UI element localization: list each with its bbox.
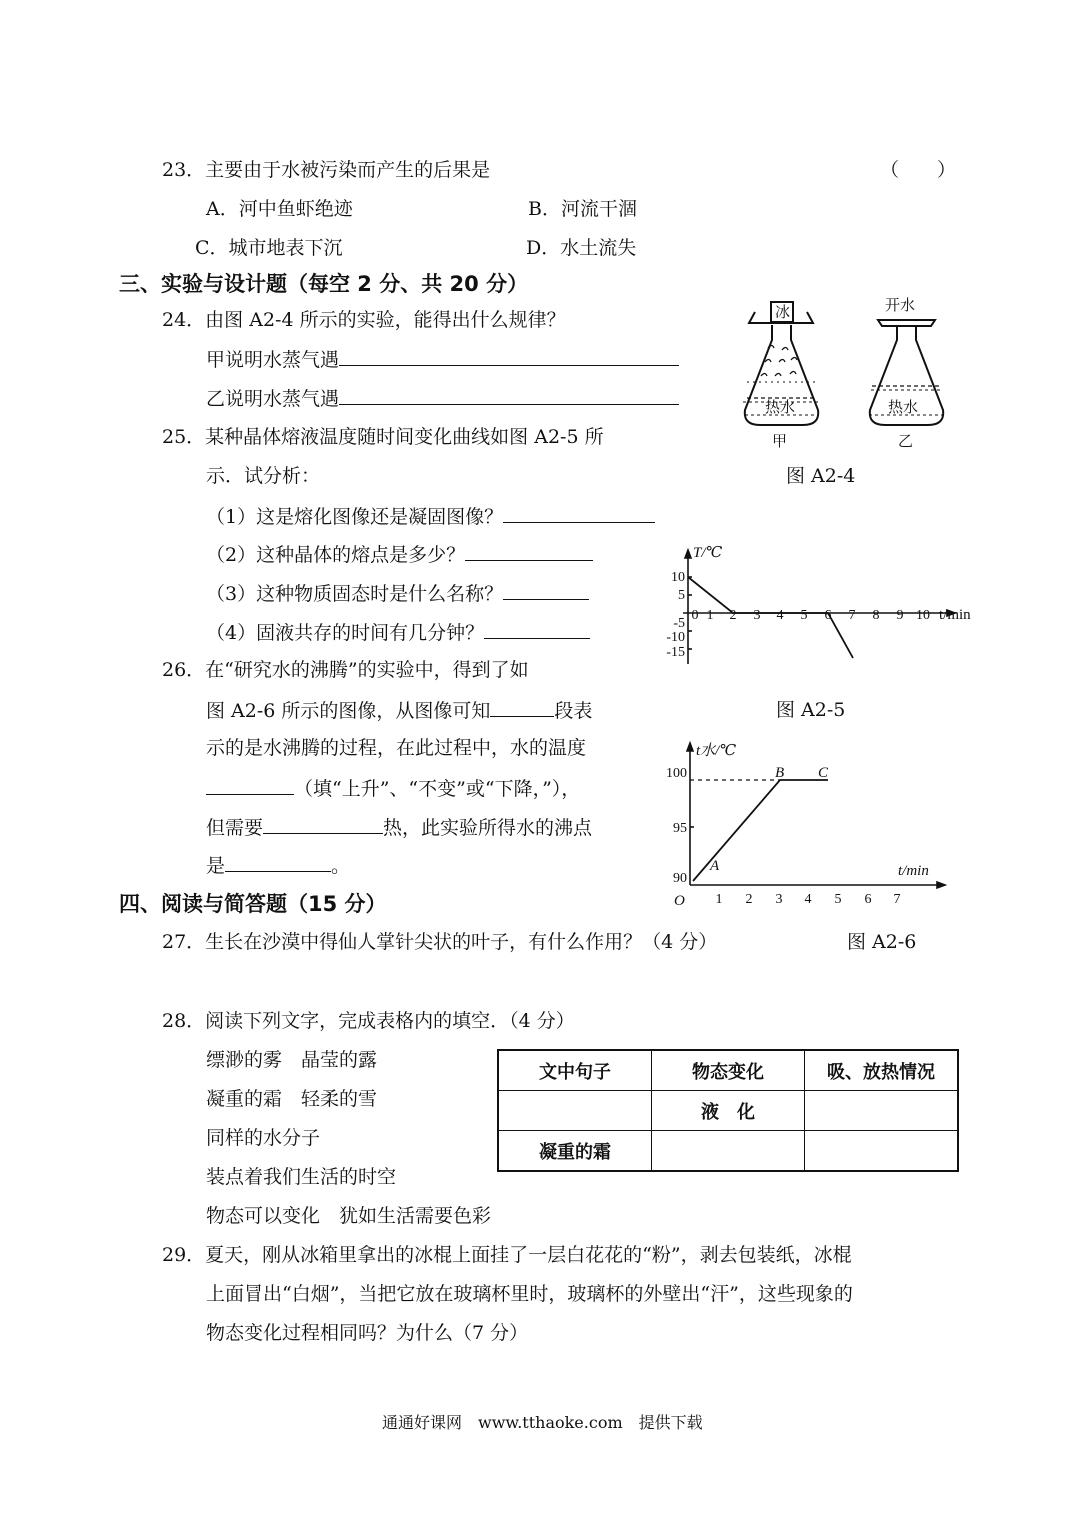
q26-line-4-text: （填“上升”、“不变”或“下降，”），: [294, 778, 581, 800]
table-header-state-change: 物态变化: [652, 1050, 805, 1091]
boiling-water-label: 开水: [885, 298, 916, 314]
q26-blank-segment[interactable]: [490, 697, 554, 717]
table-row: [498, 1131, 958, 1172]
table-cell-sentence-2: 凝重的霜: [498, 1131, 652, 1172]
a25-ytick-10: 10: [671, 570, 685, 585]
q26-blank-boiling-point[interactable]: [225, 852, 331, 872]
table-header-row: [498, 1050, 958, 1091]
q25-blank-1[interactable]: [503, 503, 655, 523]
q25-sub-4-text: （4）固液共存的时间有几分钟？: [206, 622, 485, 644]
flask-yi-label: 乙: [898, 434, 914, 450]
q24-line-jia-text: 甲说明水蒸气遇: [206, 349, 340, 371]
q24-line-yi-text: 乙说明水蒸气遇: [206, 388, 340, 410]
q26-line-2a: 图 A2-6 所示的图像，从图像可知: [206, 700, 491, 722]
a25-xtick-1: 1: [706, 608, 714, 623]
q25-stem-1: 25．某种晶体熔液温度随时间变化曲线如图 A2-5 所: [162, 426, 604, 448]
table-cell-state-1: 液 化: [652, 1091, 805, 1131]
q26-line-4: [206, 775, 580, 801]
q28-poem-line-5: 物态可以变化 犹如生活需要色彩: [206, 1205, 492, 1227]
a25-ylabel: T/℃: [693, 545, 723, 561]
a26-point-b: B: [775, 765, 785, 781]
a25-ytick-m5: -5: [673, 616, 685, 631]
q26-blank-heat[interactable]: [263, 814, 383, 834]
q26-line-6a: 是: [206, 855, 226, 877]
figure-a2-5-caption: 图 A2-5: [776, 699, 846, 721]
figure-a2-5: [655, 540, 985, 670]
a26-ytick-95: 95: [673, 821, 687, 836]
table-cell-heat-1[interactable]: [805, 1091, 959, 1131]
table-cell-state-2[interactable]: [652, 1131, 805, 1172]
q28-stem: 28．阅读下列文字，完成表格内的填空．（4 分）: [162, 1010, 575, 1032]
q28-table: [497, 1049, 959, 1172]
a26-origin: O: [674, 893, 685, 909]
q26-line-1: 26．在“研究水的沸腾”的实验中，得到了如: [162, 659, 529, 681]
q29-line-3: 物态变化过程相同吗？为什么（7 分）: [206, 1322, 529, 1344]
a26-xtick-5: 5: [834, 892, 842, 907]
section3-heading: 三、实验与设计题（每空 2 分、共 20 分）: [119, 272, 529, 296]
q23-answer-paren: （ ）: [880, 159, 957, 181]
q26-blank-temperature[interactable]: [206, 775, 294, 795]
a26-xtick-6: 6: [864, 892, 872, 907]
page-footer: 通通好课网 www.tthaoke.com 提供下载: [382, 1413, 703, 1432]
a26-xtick-1: 1: [715, 892, 723, 907]
a25-xtick-9: 9: [896, 608, 904, 623]
q23-option-c: C．城市地表下沉: [195, 237, 343, 259]
a25-ytick-5: 5: [678, 588, 685, 603]
q25-sub-3-text: （3）这种物质固态时是什么名称？: [206, 583, 504, 605]
q29-line-1: 29．夏天，刚从冰箱里拿出的冰棍上面挂了一层白花花的“粉”，剥去包装纸，冰棍: [162, 1244, 852, 1266]
q24-blank-yi[interactable]: [339, 385, 679, 405]
a26-xtick-2: 2: [745, 892, 753, 907]
a25-xlabel: t/min: [939, 607, 971, 623]
figure-a2-6: [660, 735, 960, 915]
figure-a2-4-caption: 图 A2-4: [786, 465, 856, 487]
a25-xtick-6: 6: [824, 608, 832, 623]
a26-ytick-90: 90: [673, 871, 687, 886]
table-row: [498, 1091, 958, 1131]
q26-line-2b: 段表: [554, 700, 593, 722]
a25-ytick-m15: -15: [666, 645, 685, 660]
a26-xtick-3: 3: [775, 892, 783, 907]
q29-line-2: 上面冒出“白烟”，当把它放在玻璃杯里时，玻璃杯的外壁出“汗”，这些现象的: [206, 1283, 853, 1305]
q27-stem: 27．生长在沙漠中得仙人掌针尖状的叶子，有什么作用？（4 分）: [162, 931, 718, 953]
q23-option-b: B．河流干涸: [528, 198, 637, 220]
q26-line-6: [206, 852, 350, 878]
q23-option-d: D．水土流失: [526, 237, 637, 259]
q25-sub-1-text: （1）这是熔化图像还是凝固图像？: [206, 506, 504, 528]
a25-xtick-4: 4: [776, 608, 784, 623]
section4-heading: 四、阅读与简答题（15 分）: [119, 892, 387, 916]
q23-option-a: A．河中鱼虾绝迹: [206, 198, 353, 220]
a26-ylabel: t水/℃: [696, 743, 737, 759]
q24-line-yi: [206, 385, 679, 411]
table-header-heat: 吸、放热情况: [805, 1050, 959, 1091]
q28-poem-line-2: 凝重的霜 轻柔的雪: [206, 1088, 378, 1110]
q25-sub-4: [206, 619, 590, 645]
q26-line-5: [206, 814, 592, 840]
figure-a2-6-caption: 图 A2-6: [847, 931, 917, 953]
hot-water-label-jia: 热水: [765, 400, 796, 416]
q28-poem-line-1: 缥渺的雾 晶莹的露: [206, 1049, 378, 1071]
q25-blank-3[interactable]: [503, 580, 589, 600]
a26-xtick-7: 7: [893, 892, 901, 907]
q25-blank-2[interactable]: [465, 541, 593, 561]
q26-line-2: [206, 697, 592, 723]
q24-line-jia: [206, 346, 679, 372]
q28-poem-line-4: 装点着我们生活的时空: [206, 1166, 397, 1188]
q25-sub-2-text: （2）这种晶体的熔点是多少？: [206, 544, 466, 566]
a25-xtick-0: 0: [691, 608, 699, 623]
table-header-sentence: 文中句子: [498, 1050, 652, 1091]
a25-xtick-8: 8: [872, 608, 880, 623]
a25-xtick-2: 2: [729, 608, 737, 623]
q25-sub-1: [206, 503, 655, 529]
figure-a2-4: [735, 290, 955, 455]
q26-line-3: 示的是水沸腾的过程，在此过程中，水的温度: [206, 737, 587, 759]
q26-line-6b: 。: [331, 855, 351, 877]
q28-poem-line-3: 同样的水分子: [206, 1127, 321, 1149]
q25-blank-4[interactable]: [484, 619, 590, 639]
q24-blank-jia[interactable]: [339, 346, 679, 366]
q25-sub-3: [206, 580, 589, 606]
a26-ytick-100: 100: [666, 766, 687, 781]
ice-label: 冰: [775, 305, 791, 321]
a25-xtick-3: 3: [753, 608, 761, 623]
a25-xtick-7: 7: [848, 608, 856, 623]
a26-point-a: A: [710, 858, 720, 874]
a26-xtick-4: 4: [804, 892, 812, 907]
flask-jia-label: 甲: [772, 434, 788, 450]
table-cell-sentence-1[interactable]: [498, 1091, 652, 1131]
q25-stem-2: 示．试分析：: [206, 465, 321, 487]
q23-stem: 23．主要由于水被污染而产生的后果是: [162, 159, 491, 181]
a25-xtick-5: 5: [800, 608, 808, 623]
a25-ytick-m10: -10: [666, 630, 685, 645]
q26-line-5b: 热，此实验所得水的沸点: [383, 817, 593, 839]
hot-water-label-yi: 热水: [888, 400, 919, 416]
q25-sub-2: [206, 541, 593, 567]
q26-line-5a: 但需要: [206, 817, 264, 839]
a25-xtick-10: 10: [916, 608, 930, 623]
a26-xlabel: t/min: [898, 863, 929, 879]
table-cell-heat-2[interactable]: [805, 1131, 959, 1172]
a26-point-c: C: [818, 765, 829, 781]
q24-stem: 24．由图 A2-4 所示的实验，能得出什么规律？: [162, 309, 566, 331]
